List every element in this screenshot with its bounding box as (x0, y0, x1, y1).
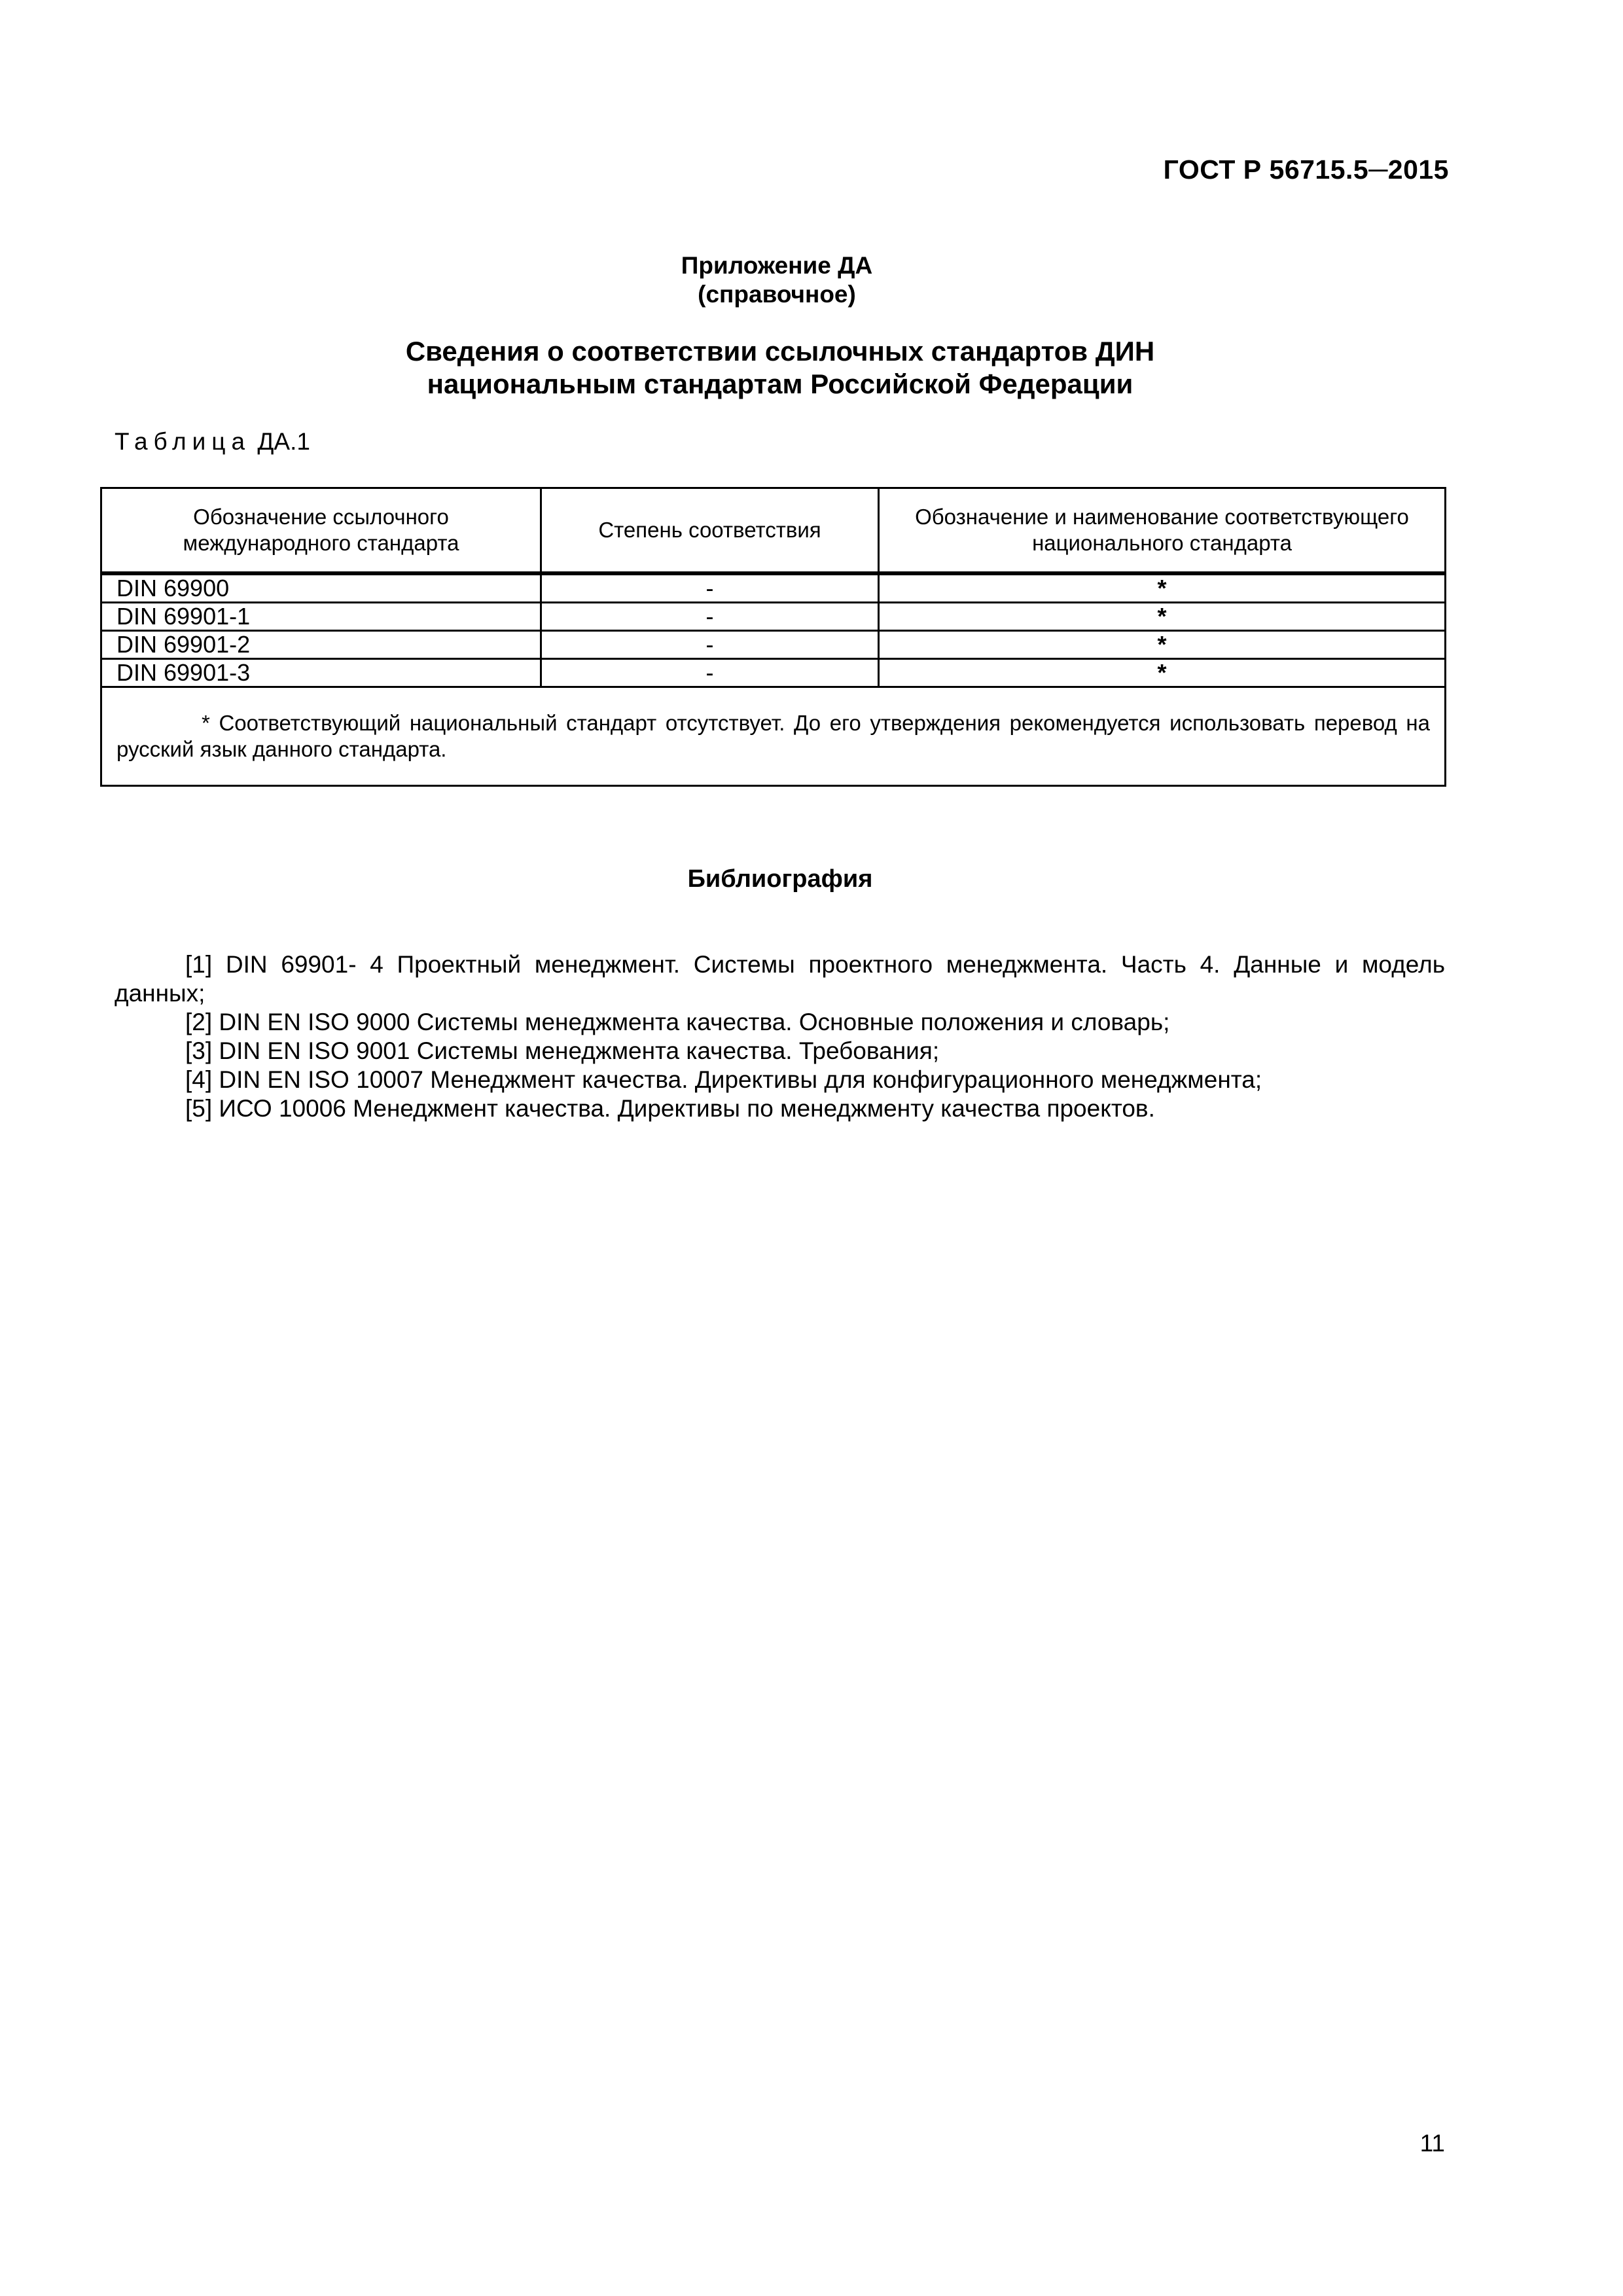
bibliography-title: Библиография (687, 865, 873, 893)
cell-national-standard: * (879, 573, 1446, 603)
cell-national-standard: * (879, 659, 1446, 687)
header-national-standard: Обозначение и наименование соответствующего национального стандарта (879, 488, 1446, 574)
appendix-heading (0, 251, 1554, 309)
appendix-kind: (справочное) (698, 281, 856, 308)
table-header-row (101, 488, 1446, 574)
cell-national-standard: * (879, 631, 1446, 659)
bibliography-entry: [5] ИСО 10006 Менеджмент качества. Директивы по менеджменту качества проектов. (185, 1095, 1155, 1122)
bibliography-entry: [3] DIN EN ISO 9001 Системы менеджмента качества. Требования; (185, 1037, 940, 1064)
bibliography-entry: [4] DIN EN ISO 10007 Менеджмент качества. Директивы для конфигурационного менеджмента; (185, 1066, 1262, 1093)
table-row (101, 573, 1446, 603)
page-title (0, 335, 1560, 401)
cell-reference-standard: DIN 69901-3 (101, 659, 541, 687)
table-note-row (101, 687, 1446, 786)
table-caption-number: ДА.1 (257, 428, 310, 455)
cell-reference-standard: DIN 69901-1 (101, 603, 541, 631)
table-caption (115, 428, 310, 456)
title-line-2: национальным стандартам Российской Федерации (427, 368, 1133, 399)
header-degree-of-conformity: Степень соответствия (541, 488, 879, 574)
header-reference-standard: Обозначение ссылочного международного стандарта (101, 488, 541, 574)
cell-degree: - (541, 573, 879, 603)
table-row (101, 631, 1446, 659)
bibliography-entry: [2] DIN EN ISO 9000 Системы менеджмента качества. Основные положения и словарь; (185, 1009, 1170, 1035)
page-number: 11 (1419, 2130, 1445, 2157)
table-footnote: * Соответствующий национальный стандарт отсутствует. До его утверждения рекомендуется использовать перевод на русский язык данного стандарта. (101, 687, 1446, 786)
cell-degree: - (541, 631, 879, 659)
correspondence-table (100, 487, 1446, 787)
document-code: ГОСТ Р 56715.5─2015 (1163, 154, 1449, 185)
cell-degree: - (541, 603, 879, 631)
table-row (101, 659, 1446, 687)
cell-national-standard: * (879, 603, 1446, 631)
table-row (101, 603, 1446, 631)
cell-degree: - (541, 659, 879, 687)
cell-reference-standard: DIN 69901-2 (101, 631, 541, 659)
title-line-1: Сведения о соответствии ссылочных стандартов ДИН (405, 336, 1155, 367)
bibliography-list (115, 950, 1445, 1123)
cell-reference-standard: DIN 69900 (101, 573, 541, 603)
appendix-label: Приложение ДА (681, 252, 873, 279)
bibliography-entry: [1] DIN 69901- 4 Проектный менеджмент. Системы проектного менеджмента. Часть 4. Данные и модель данных; (115, 951, 1445, 1007)
table-caption-word: Таблица (115, 428, 251, 455)
